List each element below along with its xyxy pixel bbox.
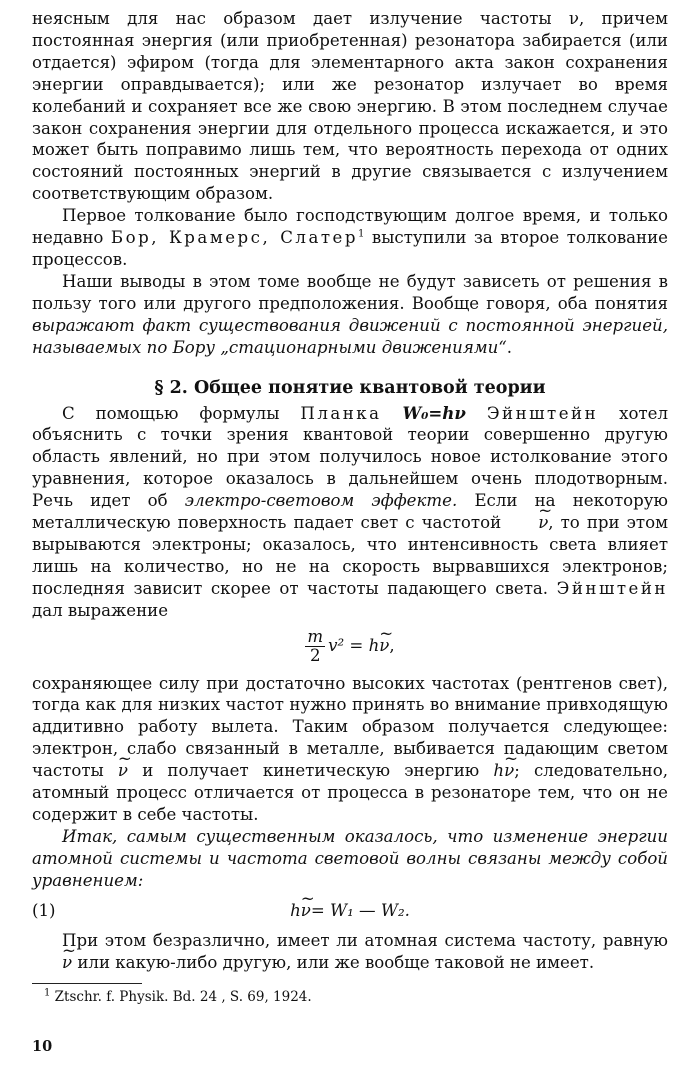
paragraph-4 xyxy=(32,403,668,622)
fraction-denominator: 2 xyxy=(309,645,321,665)
text-span: выступили за второе толкование процессов. xyxy=(32,228,668,269)
section-heading: § 2. Общее понятие квантовой теории xyxy=(154,377,546,398)
eq-h: h xyxy=(290,900,301,920)
text-span: или какую-либо другую, или же вообще таковой не имеет. xyxy=(77,952,595,972)
page-number: 10 xyxy=(32,1038,53,1055)
text-span: , то при этом вырываются электроны; оказалось, что интенсивность света влияет лишь на количество, но не на скорость вырвавшихся электронов; последняя зависит скорее от частоты падающего света. xyxy=(32,513,668,598)
text-span: Наши выводы в этом томе вообще не будут зависеть от решения в пользу того или другого предположения. Вообще говоря, оба понятия xyxy=(32,271,668,313)
text-span: Если на некоторую металлическую поверхность падает свет с частотой xyxy=(32,491,668,533)
formula-planck: W₀=hν xyxy=(402,402,466,423)
text-span: и получает кинетическую энергию xyxy=(142,761,480,781)
footnote xyxy=(32,988,668,1006)
paragraph-5 xyxy=(32,673,668,826)
nu-tilde-symbol: ~ ν xyxy=(32,952,72,974)
fraction-numerator: m xyxy=(307,626,324,646)
symbol-h: h xyxy=(493,761,505,781)
fraction xyxy=(305,628,325,665)
equation-number: (1) xyxy=(32,900,56,920)
spaced-name-einstein: Эйнштейн xyxy=(486,403,599,423)
paragraph-2 xyxy=(32,205,668,271)
paragraph-7 xyxy=(32,930,668,974)
paragraph-6-italic: Итак, самым существенным оказалось, что изменение энергии атомной системы и частота световой волны связаны между собой уравнением: xyxy=(32,826,668,890)
formula-comma: , xyxy=(389,635,395,655)
footnote-mark: 1 xyxy=(44,987,51,999)
paragraph-3 xyxy=(32,271,668,359)
footnote-ref[interactable]: 1 xyxy=(358,228,365,240)
text-span: Первое толкование было господствующим долгое время, и только недавно xyxy=(32,206,668,248)
text-span: С помощью формулы xyxy=(62,403,280,423)
formula-body: v² = h xyxy=(328,635,380,655)
nu-tilde-symbol: ~ ν xyxy=(118,760,128,782)
text-span: дал выражение xyxy=(32,600,169,620)
text-span: хотел объяснить с точки зрения квантовой теории совершенно другую область явлений, но при этом получилось новое истолкование этого уравнения, которое оказалось в дальнейшем очень плодотворным. Речь идет об xyxy=(32,403,668,511)
equation-body xyxy=(32,898,668,924)
footnote-text: Ztschr. f. Physik. Bd. 24 , S. 69, 1924. xyxy=(54,989,312,1006)
spaced-names: Бор, Крамерс, Слатер xyxy=(110,228,358,248)
paragraph-1: неясным для нас образом дает излучение частоты ν, причем постоянная энергия (или приобретенная) резонатора забирается (или отдается) эфиром (тогда для элементарного акта закон сохранения энергии оправдывается); или же резонатор излучает во время колебаний и сохраняет все же свою энергию. В этом последнем случае закон сохранения энергии для отдельного процесса искажается, и это может быть поправимо лишь тем, что вероятность перехода от одних состояний постоянных энергий в другие связывается с излучением соответствующим образом. xyxy=(32,9,668,204)
spaced-name-planck: Планка xyxy=(300,403,382,423)
nu-tilde-symbol: ~ ν xyxy=(508,512,548,534)
spaced-name-einstein-2: Эйнштейн xyxy=(556,578,668,598)
nu-tilde-symbol: ~ ν xyxy=(504,760,514,782)
footnote-divider xyxy=(32,983,142,984)
text-span: . xyxy=(506,337,513,357)
eq-rest: = W₁ — W₂. xyxy=(310,900,410,920)
italic-term: электро-световом эффекте. xyxy=(184,491,458,511)
text-span: сохраняющее силу при достаточно высоких частотах (рентгенов свет), тогда как для низких частот нужно принять во внимание привходящую аддитивно работу вылета. Таким образом получается следующее: электрон, слабо связанный в металле, выбивается падающим светом частоты xyxy=(32,673,668,781)
text-span: ; следовательно, атомный процесс отличается от процесса в резонаторе тем, что он не содержит в себе частоты. xyxy=(32,761,668,824)
nu-tilde-symbol: ~ ν xyxy=(379,636,389,655)
equation-1 xyxy=(32,898,668,924)
italic-emphasis: выражают факт существования движений с постоянной энергией, называемых по Бору „стационарными движениями“ xyxy=(32,315,668,357)
formula-kinetic-energy xyxy=(32,628,668,665)
nu-tilde-symbol: ~ ν xyxy=(301,898,311,924)
text-span: При этом безразлично, имеет ли атомная система частоту, равную xyxy=(62,930,668,950)
